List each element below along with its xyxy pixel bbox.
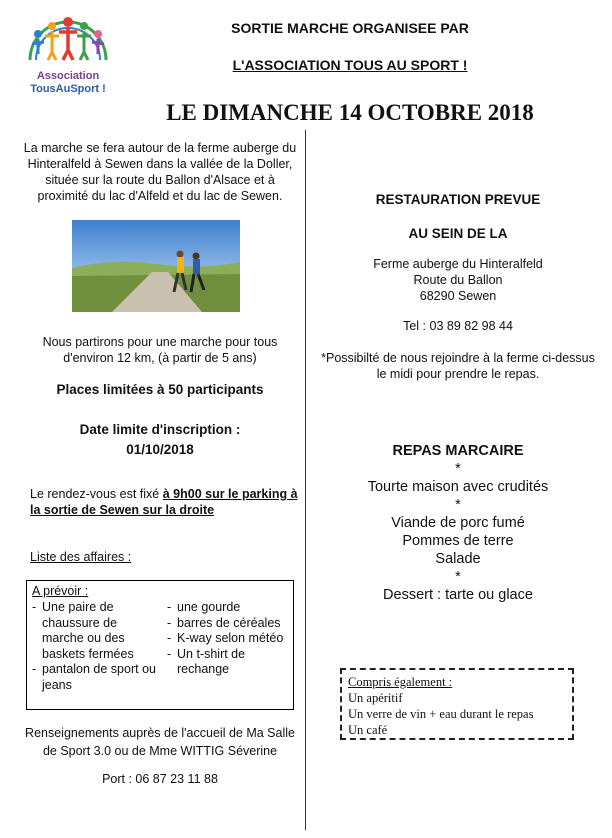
restaurant-subheading: AU SEIN DE LA [408,226,508,241]
figure-head-2 [48,22,56,30]
meeting-point [30,486,300,518]
list-item: - K-way selon météo [167,631,284,645]
lunch-note: *Possibilté de nous rejoindre à la ferme ci-dessus le midi pour prendre le repas. [321,351,595,381]
list-item: - Un t-shirt de rechange [167,646,246,676]
contact-info: Renseignements auprès de l'accueil de Ma Salle de Sport 3.0 ou de Mme WITTIG Séverine [25,726,295,758]
header-line-2: L'ASSOCIATION TOUS AU SPORT ! [232,57,468,73]
deadline-label: Date limite d'inscription : [79,422,241,437]
items-box-title: A prévoir : [32,584,89,598]
menu-starter: Tourte maison avec crudités [367,479,549,495]
menu-title: REPAS MARCAIRE [392,443,524,459]
restaurant-address [318,256,598,304]
meeting-point-detail: à 9h00 sur le parking à la sortie de Sewen sur la droite [30,487,298,517]
included-box [340,668,574,740]
menu-main: Salade [435,551,481,567]
deadline-date: 01/10/2018 [126,442,194,457]
address-line: Route du Ballon [413,273,503,287]
association-logo [22,12,114,102]
figure-head-4 [80,22,88,30]
included-item: Un café [348,723,388,737]
list-item: - pantalon de sport ou jeans [32,662,156,692]
menu-dessert: Dessert : tarte ou glace [383,587,533,603]
items-list-title: Liste des affaires : [30,550,132,564]
logo-brand: TousAuSport ! [30,83,106,95]
logo-name: Association [36,70,100,82]
menu-separator: * [455,497,461,513]
items-box [26,580,294,710]
menu-separator: * [455,461,461,477]
contact-phone: Port : 06 87 23 11 88 [102,772,218,786]
event-date-title: LE DIMANCHE 14 OCTOBRE 2018 [166,100,534,125]
address-line: 68290 Sewen [419,289,497,303]
people-arch-icon [22,12,114,70]
places-limit: Places limitées à 50 participants [56,382,264,397]
items-column-b [167,600,289,678]
intro-paragraph: La marche se fera autour de la ferme auberge du Hinteralfeld à Sewen dans la vallée de la Doller, située sur la route du Ballon d'Alsace et à proximité du lac d'Alfeld et du lac de Sewen. [23,141,297,203]
menu-main: Pommes de terre [402,533,514,549]
list-item: - barres de céréales [167,615,281,630]
column-divider [305,130,306,830]
included-title: Compris également : [348,675,453,689]
restaurant-phone: Tel : 03 89 82 98 44 [403,319,513,333]
meal-menu [318,442,598,604]
items-column-a [32,600,162,693]
figure-head-5 [94,30,102,38]
menu-separator: * [455,569,461,585]
included-item: Un verre de vin + eau durant le repas [348,707,534,721]
walk-paragraph: Nous partirons pour une marche pour tous d'environ 12 km, (à partir de 5 ans) [42,335,278,365]
menu-main: Viande de porc fumé [391,515,525,531]
list-item: - une gourde [167,600,241,614]
figure-head-1 [34,30,42,38]
included-item: Un apéritif [348,691,403,705]
meeting-point-prefix: Le rendez-vous est fixé [30,487,160,501]
address-line: Ferme auberge du Hinteralfeld [373,257,543,271]
figure-head-3 [63,17,73,27]
list-item: - Une paire de chaussure de marche ou des baskets fermées [32,600,134,661]
header-line-1: SORTIE MARCHE ORGANISEE PAR [231,20,469,36]
restaurant-heading: RESTAURATION PREVUE [375,192,541,207]
walkers-photo [72,220,240,312]
